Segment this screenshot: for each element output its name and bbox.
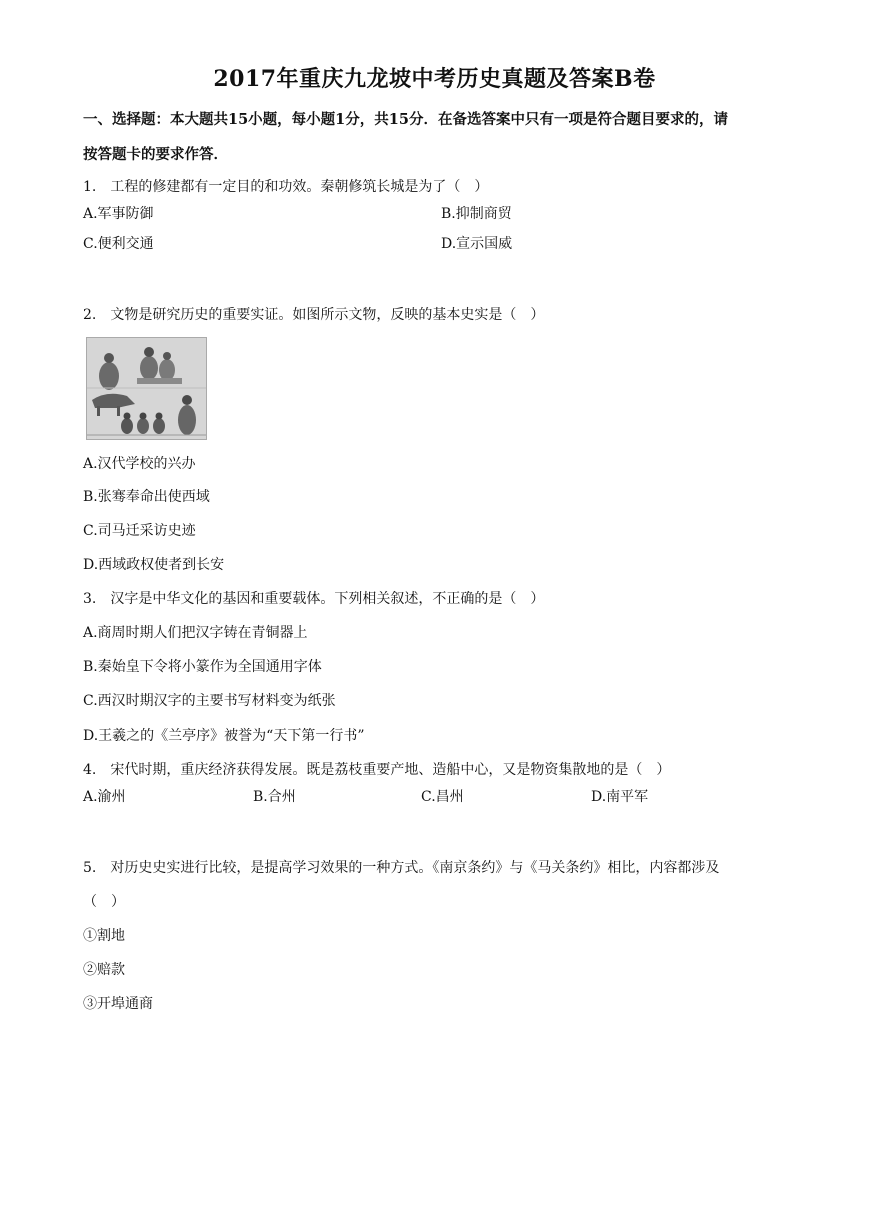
question-4-option-b: B.合州 [253, 789, 296, 805]
question-3-option-c: C.西汉时期汉字的主要书写材料变为纸张 [83, 693, 336, 709]
question-2-option-a: A.汉代学校的兴办 [83, 456, 196, 472]
question-2-option-d: D.西域政权使者到长安 [83, 557, 225, 573]
question-2-stem: 2. 文物是研究历史的重要实证。如图所示文物，反映的基本史实是（ ） [83, 307, 545, 323]
question-3-option-d: D.王羲之的《兰亭序》被誉为“天下第一行书” [83, 728, 365, 744]
section-instructions-line1: 一、选择题：本大题共15小题，每小题1分，共15分．在备选答案中只有一项是符合题目要求的，请 [83, 111, 728, 128]
question-2-option-b: B.张骞奉命出使西域 [83, 489, 210, 505]
question-5-stem-line2: （ ） [83, 894, 125, 910]
section-instructions-line2: 按答题卡的要求作答． [83, 146, 228, 163]
question-1-option-d: D.宣示国威 [441, 236, 513, 252]
question-5-item-2: ②赔款 [83, 962, 125, 978]
artifact-image [86, 337, 207, 440]
page-title: 2017年重庆九龙坡中考历史真题及答案B卷 [213, 66, 656, 92]
question-3-option-a: A.商周时期人们把汉字铸在青铜器上 [83, 625, 308, 641]
question-1-option-c: C.便利交通 [83, 236, 154, 252]
question-3-stem: 3. 汉字是中华文化的基因和重要载体。下列相关叙述，不正确的是（ ） [83, 591, 545, 607]
question-1-stem: 1. 工程的修建都有一定目的和功效。秦朝修筑长城是为了（ ） [83, 179, 489, 195]
question-1-option-a: A.军事防御 [83, 206, 154, 222]
question-4-option-d: D.南平军 [591, 789, 649, 805]
question-4-option-a: A.渝州 [83, 789, 126, 805]
question-3-option-b: B.秦始皇下令将小篆作为全国通用字体 [83, 659, 322, 675]
question-1-option-b: B.抑制商贸 [441, 206, 512, 222]
question-5-item-3: ③开埠通商 [83, 996, 153, 1012]
question-5-stem-line1: 5. 对历史史实进行比较，是提高学习效果的一种方式。《南京条约》与《马关条约》相比，内容都涉及 [83, 860, 720, 876]
question-4-stem: 4. 宋代时期，重庆经济获得发展。既是荔枝重要产地、造船中心，又是物资集散地的是（ ） [83, 762, 671, 778]
question-2-option-c: C.司马迁采访史迹 [83, 523, 196, 539]
question-5-item-1: ①割地 [83, 928, 125, 944]
question-4-option-c: C.昌州 [421, 789, 464, 805]
